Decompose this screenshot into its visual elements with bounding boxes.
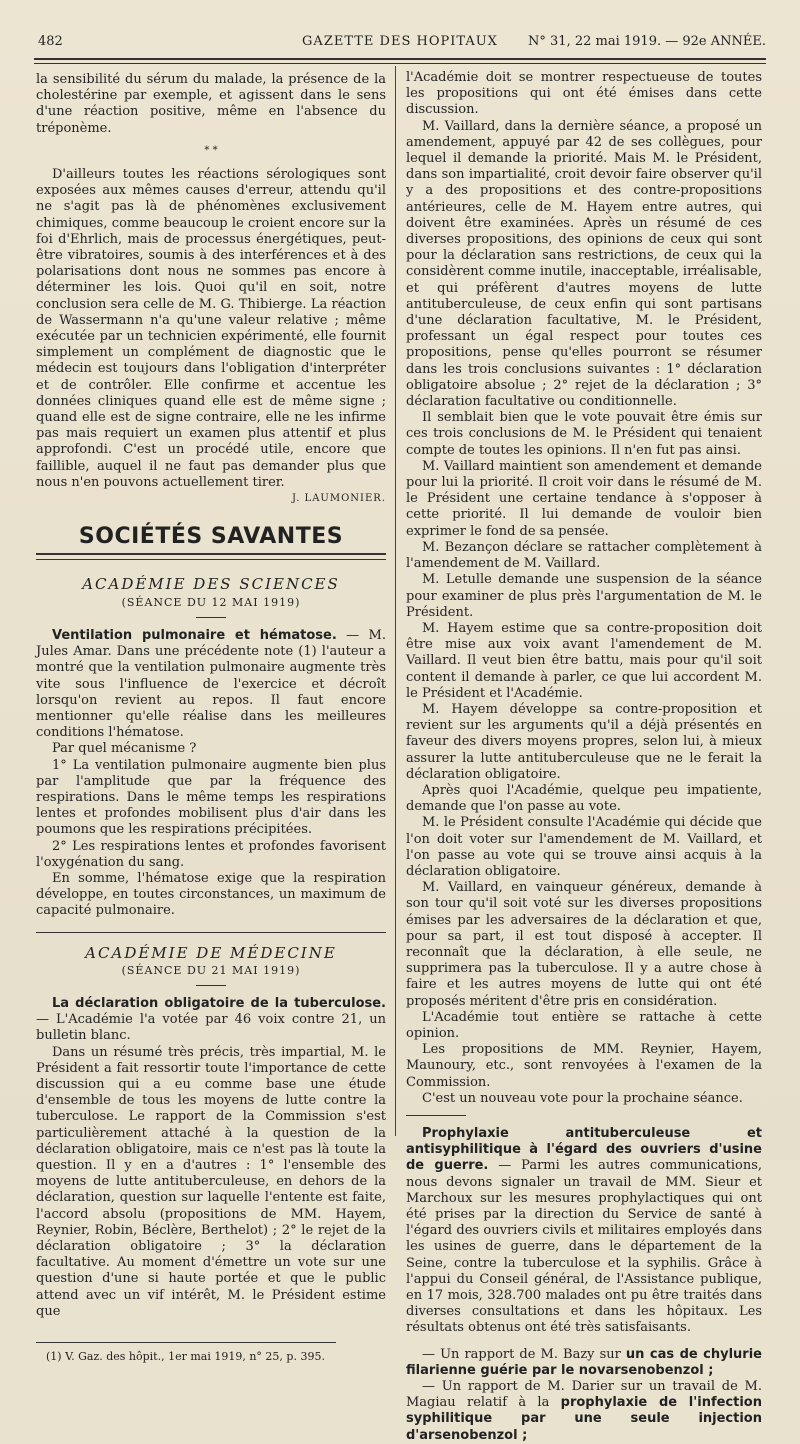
paragraph: M. Bezançon déclare se rattacher complètement à l'amendement de M. Vaillard. [406, 539, 762, 572]
article-paragraph [36, 628, 386, 741]
section-break: * * [204, 144, 218, 156]
report-title: prophylaxie de l'infection syphilitique par une seule injection d'arsenobenzol ; [406, 1395, 762, 1443]
article-paragraph [36, 996, 386, 1045]
header-rule-thin [34, 63, 766, 64]
right-column [406, 70, 762, 1444]
footnote: (1) V. Gaz. des hôpit., 1er mai 1919, n° 25, p. 395. [46, 1350, 325, 1364]
paragraph: la sensibilité du sérum du malade, la présence de la cholestérine par exemple, et agissent dans le sens d'une réaction positive, même en l'absence du tréponème. [36, 72, 386, 136]
paragraph: L'Académie tout entière se rattache à cette opinion. [406, 1009, 762, 1041]
paragraph: M. Hayem estime que sa contre-proposition doit être mise aux voix avant l'amendement de M. Vaillard. Il veut bien être battu, mais pour qu'il soit content il demande à parler, ce que lui accordent M. le Président et l'Académie. [406, 620, 762, 701]
article-text: — M. Jules Amar. Dans une précédente note (1) l'auteur a montré que la ventilation pulmonaire augmente très vite sous l'influence de l'exercice et décroît lorsqu'on revient au repos. Il faut encore mentionner qu'elle réalise dans les meilleures conditions l'hématose. [36, 627, 386, 741]
article-title: Ventilation pulmonaire et hématose. [52, 627, 337, 643]
report-text: — Un rapport de M. Darier sur un travail de M. Magiau relatif à la [406, 1379, 762, 1411]
article-text: — L'Académie l'a votée par 46 voix contre 21, un bulletin blanc. [36, 1012, 386, 1044]
column-divider [395, 66, 396, 1136]
divider [36, 932, 386, 933]
academy-heading: ACADÉMIE DE MÉDECINE [85, 943, 337, 962]
academy-heading: ACADÉMIE DES SCIENCES [82, 575, 340, 594]
paragraph: Après quoi l'Académie, quelque peu impatiente, demande que l'on passe au vote. [406, 782, 762, 815]
journal-title: GAZETTE DES HOPITAUX [302, 34, 498, 49]
footnote-rule [36, 1342, 336, 1343]
paragraph: Les propositions de MM. Reynier, Hayem, Maunoury, etc., sont renvoyées à l'examen de la Commission. [406, 1042, 762, 1090]
left-column [36, 72, 386, 1365]
author-signature: J. LAUMONIER. [291, 493, 386, 505]
paragraph: Par quel mécanisme ? [52, 741, 197, 757]
section-title: SOCIÉTÉS SAVANTES [78, 524, 344, 550]
paragraph: 1° La ventilation pulmonaire augmente bien plus par l'amplitude que par la fréquence des respirations. Dans le même temps les respirations lentes et profondes mobilisent plus d'air dans les poumons que les respirations précipitées. [36, 757, 386, 838]
page-number: 482 [38, 34, 63, 49]
short-rule [196, 985, 226, 986]
paragraph: D'ailleurs toutes les réactions sérologiques sont exposées aux mêmes causes d'erreur, attendu qu'il ne s'agit pas là de phénomènes exclusivement chimiques, comme beaucoup le croient encore sur la foi d'Ehrlich, mais de processus énergétiques, peut-être vibratoires, soumis à des interférences et à des polarisations dont nous ne sommes pas encore à déterminer les lois. Quoi qu'il en soit, notre conclusion sera celle de M. G. Thibierge. La réaction de Wassermann n'a qu'une valeur relative ; même exécutée par un technicien expérimenté, elle fournit simplement un complément de diagnostic que le médecin est toujours dans l'obligation d'interpréter et de contrôler. Elle confirme et accentue les données cliniques quand elle est de même signe ; quand elle est de signe contraire, elle ne les infirme pas mais requiert un examen plus attentif et plus approfondi. C'est un procédé utile, encore que faillible, auquel il ne faut pas demander plus que nous n'en pouvons actuellement tirer. [36, 167, 386, 490]
paragraph: l'Académie doit se montrer respectueuse de toutes les propositions qui ont été émises dans cette discussion. [406, 70, 762, 118]
paragraph: M. Letulle demande une suspension de la séance pour examiner de plus près l'argumentation de M. le Président. [406, 572, 762, 620]
report-text: — Un rapport de M. Bazy sur [422, 1346, 626, 1362]
paragraph: C'est un nouveau vote pour la prochaine séance. [422, 1090, 743, 1106]
paragraph: M. Vaillard, dans la dernière séance, a proposé un amendement, appuyé par 42 de ses collègues, pour lequel il demande la priorité. Mais M. le Président, dans son impartialité, croit devoir faire observer qu'il y a des propositions et des contre-propositions antérieures, celle de M. Hayem entre autres, qui doivent être examinées. Après un résumé de ces diverses propositions, des opinions de ceux qui sont pour la déclaration sans restrictions, de ceux qui la considèrent comme inutile, inacceptable, irréalisable, et qui préfèrent d'autres moyens de lutte antituberculeuse, de ceux enfin qui sont partisans d'une déclaration facultative, M. le Président, professant un égal respect pour toutes ces propositions, pense qu'elles pourront se résumer dans les trois conclusions suivantes : 1° déclaration obligatoire absolue ; 2° rejet de la déclaration ; 3° déclaration facultative ou conditionnelle. [406, 118, 762, 410]
paragraph: M. Hayem développe sa contre-proposition et revient sur les arguments qu'il a déjà présentés en faveur des divers moyens propres, selon lui, à mieux assurer la lutte antituberculeuse que ne le ferait la déclaration obligatoire. [406, 701, 762, 782]
issue-info: N° 31, 22 mai 1919. — 92e ANNÉE. [528, 34, 766, 49]
spacer [406, 1337, 762, 1347]
article-paragraph [406, 1126, 762, 1337]
session-date: (SÉANCE DU 21 MAI 1919) [121, 963, 301, 977]
page-header [34, 34, 766, 54]
article-title: La déclaration obligatoire de la tuberculose. [52, 995, 386, 1011]
article-title: Prophylaxie antituberculeuse et antisyphilitique à l'égard des ouvriers d'usine de guerre. [406, 1126, 762, 1174]
header-rule [34, 58, 766, 60]
paragraph: En somme, l'hématose exige que la respiration développe, en toutes circonstances, un maximum de capacité pulmonaire. [36, 870, 386, 919]
report-title: un cas de chylurie filarienne guérie par le novarsenobenzol ; [406, 1346, 762, 1378]
article-text: — Parmi les autres communications, nous devons signaler un travail de MM. Sieur et Marchoux sur les mesures prophylactiques qui ont été prises par la direction du Service de santé à l'égard des ouvriers civils et militaires employés dans les usines de guerre, dans le département de la Seine, contre la tuberculose et la syphilis. Grâce à l'appui du Conseil général, de l'Assistance publique, en 17 mois, 328.700 malades ont pu être traités dans diverses consultations et dans les hôpitaux. Les résultats obtenus ont été très satisfaisants. [406, 1158, 762, 1336]
paragraph: Dans un résumé très précis, très impartial, M. le Président a fait ressortir toute l'importance de cette discussion qui a eu comme base une étude d'ensemble de tous les moyens de lutte contre la tuberculose. Le rapport de la Commission s'est particulièrement attaché à la question de la déclaration obligatoire, mais ce n'est pas là toute la question. Il y en a d'autres : 1° l'ensemble des moyens de lutte antituberculeuse, en dehors de la déclaration, question sur laquelle l'entente est faite, l'accord absolu (propositions de MM. Hayem, Reynier, Robin, Béclère, Berthelot) ; 2° le rejet de la déclaration obligatoire ; 3° la déclaration facultative. Au moment d'émettre un vote sur une question d'une si haute portée et que le public attend avec un vif intérêt, M. le Président estime que [36, 1044, 386, 1319]
paragraph: 2° Les respirations lentes et profondes favorisent l'oxygénation du sang. [36, 838, 386, 870]
report-item [406, 1347, 762, 1379]
short-rule [196, 617, 226, 618]
paragraph: M. le Président consulte l'Académie qui décide que l'on doit voter sur l'amendement de M. Vaillard, et l'on passe au vote qui se trouve ainsi acquis à la déclaration obligatoire. [406, 815, 762, 879]
session-date: (SÉANCE DU 12 MAI 1919) [121, 595, 301, 609]
paragraph: M. Vaillard, en vainqueur généreux, demande à son tour qu'il soit voté sur les diverses propositions émises par les adversaires de la déclaration et que, pour sa part, il est tout disposé à accepter. Il reconnaît que la déclaration, à elle seule, ne supprimera pas la tuberculose. Il y a autre chose à faire et les autres moyens de lutte qui ont été proposés méritent d'être pris en considération. [406, 880, 762, 1009]
paragraph: Il semblait bien que le vote pouvait être émis sur ces trois conclusions de M. le Président qui tenaient compte de toutes les opinions. Il n'en fut pas ainsi. [406, 410, 762, 458]
section-rule-thin [36, 559, 386, 560]
paragraph: M. Vaillard maintient son amendement et demande pour lui la priorité. Il croit voir dans le résumé de M. le Président une certaine tendance à s'opposer à cette priorité. Il lui demande de vouloir bien exprimer le fond de sa pensée. [406, 458, 762, 539]
section-rule [36, 553, 386, 555]
divider [406, 1115, 466, 1116]
report-item [406, 1379, 762, 1444]
